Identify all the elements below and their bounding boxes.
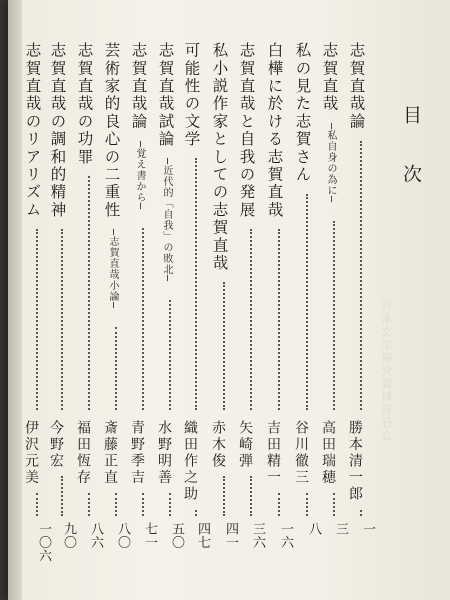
entry-title: 志賀直哉のリアリズム	[23, 42, 42, 219]
dotted-leader	[278, 229, 280, 410]
toc-entry[interactable]	[76, 42, 102, 572]
dotted-leader	[195, 510, 197, 516]
entry-title: 志賀直哉	[320, 42, 339, 113]
toc-entry[interactable]	[157, 42, 183, 572]
entry-subtitle: ─志賀直哉小論─	[107, 229, 118, 310]
dotted-leader	[223, 476, 225, 516]
entry-page-number: 九〇	[61, 522, 76, 549]
dotted-leader	[115, 493, 117, 516]
dotted-leader	[169, 300, 171, 410]
entry-author: 斎藤正直	[102, 420, 118, 487]
bleed-through-text: 日本文学研究資料刊行会	[381, 300, 394, 443]
toc-entry[interactable]	[321, 42, 347, 572]
toc-entry[interactable]	[294, 42, 320, 572]
entry-page-number: 八六	[88, 522, 103, 549]
dotted-leader	[61, 229, 63, 410]
dotted-leader	[250, 476, 252, 516]
dotted-leader	[61, 476, 63, 516]
entry-author: 伊沢元美	[23, 420, 39, 487]
dotted-leader	[88, 176, 90, 410]
entry-author: 青野季吉	[129, 420, 145, 487]
entry-page-number: 一〇六	[36, 522, 51, 563]
dotted-leader	[333, 493, 335, 516]
book-page	[8, 0, 450, 600]
dotted-leader	[306, 493, 308, 516]
dotted-leader	[142, 493, 144, 516]
entry-page-number: 七一	[142, 522, 157, 549]
entry-title: 芸術家的良心の二重性	[102, 42, 121, 219]
dotted-leader	[115, 327, 117, 410]
entry-page-number: 一六	[278, 522, 293, 549]
entry-subtitle: ─覚え書から─	[134, 140, 145, 210]
toc-entry[interactable]	[103, 42, 129, 572]
entry-title: 志賀直哉の功罪	[75, 42, 94, 166]
dotted-leader	[306, 194, 308, 410]
entry-page-number: 三	[333, 522, 348, 536]
dotted-leader	[250, 229, 252, 410]
dotted-leader	[195, 158, 197, 410]
entry-page-number: 五〇	[169, 522, 184, 549]
entry-page-number: 八	[306, 522, 321, 536]
entry-author: 水野明善	[156, 420, 172, 487]
entry-author: 吉田精一	[265, 420, 281, 487]
entry-author: 勝本清一郎	[347, 420, 363, 503]
entry-author: 高田瑞穂	[320, 420, 336, 487]
dotted-leader	[36, 493, 38, 516]
entry-title: 志賀直哉と自我の発展	[237, 42, 256, 219]
entry-author: 今野宏	[48, 420, 64, 470]
dotted-leader	[88, 493, 90, 516]
toc-entry[interactable]	[130, 42, 156, 572]
dotted-leader	[169, 493, 171, 516]
entry-author: 織田作之助	[182, 420, 198, 503]
page-gutter	[8, 0, 22, 600]
entry-page-number: 四一	[223, 522, 238, 549]
entry-author: 矢崎弾	[237, 420, 253, 470]
entry-page-number: 一	[360, 522, 375, 536]
entry-subtitle: ─近代的「自我」の敗北─	[161, 158, 172, 283]
entry-title: 志賀直哉論	[347, 42, 366, 131]
entry-author: 谷川徹三	[293, 420, 309, 487]
toc-entry[interactable]	[183, 42, 209, 572]
toc-heading: 目次	[400, 105, 422, 223]
dotted-leader	[142, 228, 144, 411]
dotted-leader	[360, 510, 362, 516]
entry-title: 白樺に於ける志賀直哉	[265, 42, 284, 219]
entry-title: 志賀直哉試論	[156, 42, 175, 149]
dotted-leader	[223, 282, 225, 410]
entry-title: 可能性の文学	[182, 42, 201, 149]
entry-title: 志賀直哉論	[129, 42, 148, 131]
entry-author: 赤木俊	[210, 420, 226, 470]
entry-author: 福田恆存	[75, 420, 91, 487]
toc-entry[interactable]	[24, 42, 50, 572]
entry-title: 私小説作家としての志賀直哉	[210, 42, 229, 273]
entry-page-number: 三六	[250, 522, 265, 549]
toc-entry[interactable]	[348, 42, 374, 572]
dotted-leader	[278, 493, 280, 516]
dotted-leader	[333, 221, 335, 410]
entry-page-number: 八〇	[115, 522, 130, 549]
toc-entry[interactable]	[266, 42, 292, 572]
toc-entry[interactable]	[49, 42, 75, 572]
toc-entry[interactable]	[211, 42, 237, 572]
entry-title: 私の見た志賀さん	[293, 42, 312, 184]
dotted-leader	[36, 229, 38, 410]
toc-entry[interactable]	[238, 42, 264, 572]
dotted-leader	[360, 141, 362, 411]
entry-page-number: 四七	[195, 522, 210, 549]
entry-title: 志賀直哉の調和的精神	[48, 42, 67, 219]
entry-subtitle: ─私自身の為に─	[325, 122, 336, 203]
